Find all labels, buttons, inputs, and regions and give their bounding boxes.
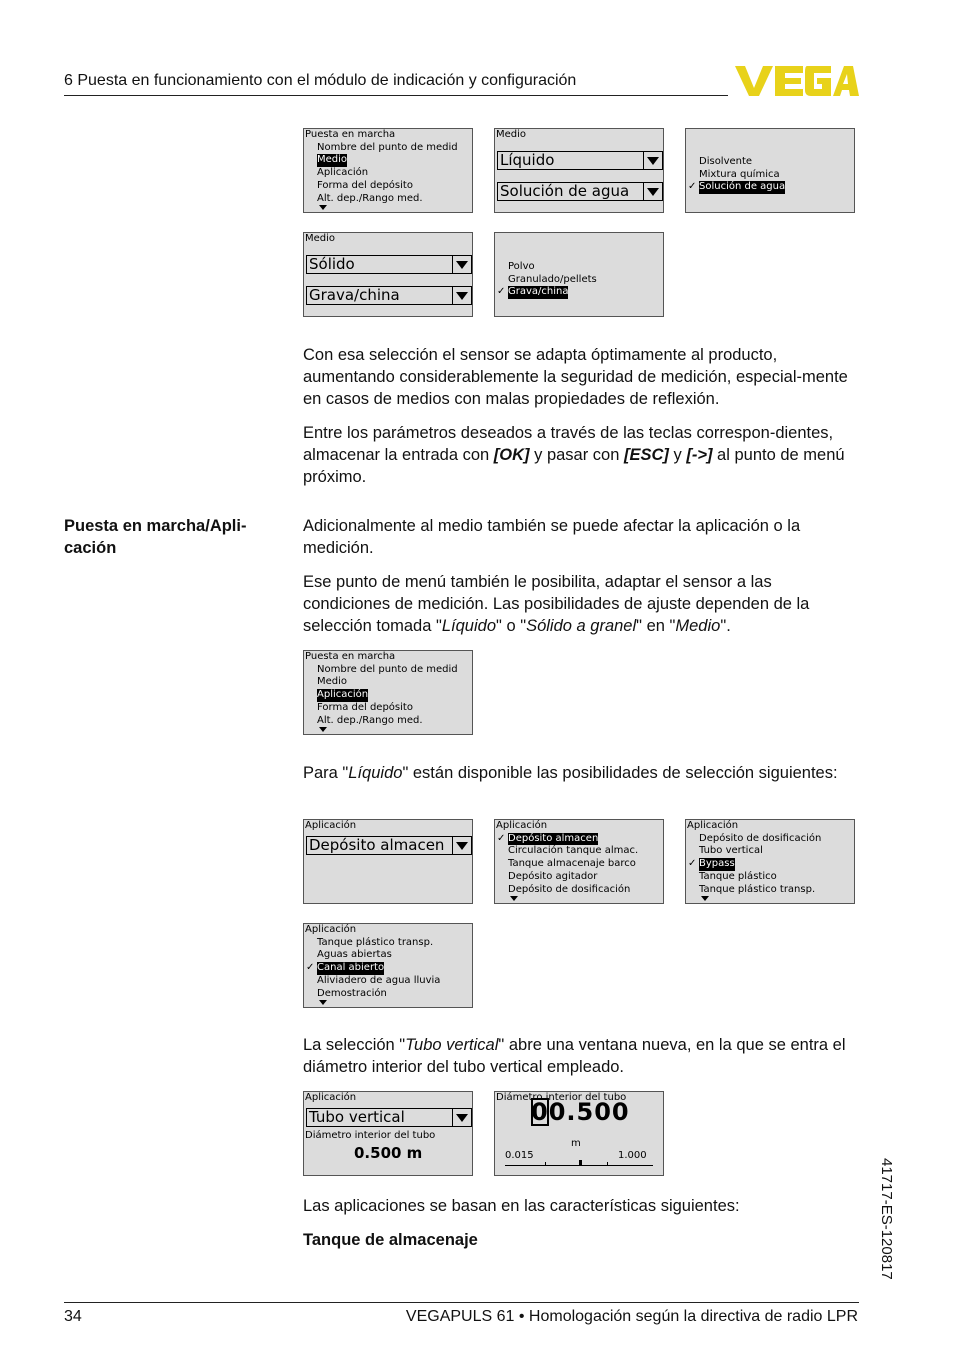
lcd-item-selected: Solución de agua <box>699 181 786 193</box>
text-run: y <box>668 446 687 464</box>
text-italic: Tubo vertical <box>405 1036 499 1054</box>
lcd-item-selected: Medio <box>317 154 348 166</box>
paragraph-5 <box>303 762 863 784</box>
lcd-title: Aplicación <box>687 820 739 831</box>
lcd-item: Forma del depósito <box>317 179 413 191</box>
lcd-title: Puesta en marcha <box>305 651 396 662</box>
lcd-item-selected: Bypass <box>699 858 735 870</box>
scroll-down-icon <box>319 1000 327 1005</box>
edit-cursor-digit: 0 <box>531 1098 549 1126</box>
key-esc: [ESC] <box>624 446 669 464</box>
lcd-dropdown-tipo <box>306 286 472 305</box>
lcd-item: Alt. dep./Rango med. <box>317 714 423 726</box>
dropdown-arrow-icon <box>452 837 471 854</box>
lcd-item: Nombre del punto de medid <box>317 663 458 675</box>
lcd-item: Polvo <box>508 261 535 272</box>
side-heading: Puesta en marcha/Apli-cación <box>64 517 247 557</box>
lcd-item-selected: Grava/china <box>508 286 569 298</box>
paragraph-1 <box>303 344 863 410</box>
lcd-item: Tanque plástico transp. <box>699 883 816 895</box>
lcd-medio-liquido <box>494 128 664 213</box>
lcd-item-selected: Aplicación <box>317 689 369 701</box>
lcd-title: Puesta en marcha <box>305 129 396 140</box>
paragraph-3 <box>303 515 863 559</box>
lcd-dropdown-tipo <box>497 182 663 201</box>
paragraph-text: Adicionalmente al medio también se puede afectar la aplicación o la medición. <box>303 517 801 557</box>
lcd-title: Aplicación <box>496 820 548 831</box>
text-run: " en " <box>636 617 676 635</box>
lcd-item: Nombre del punto de medid <box>317 141 458 153</box>
scroll-down-icon <box>319 205 327 210</box>
lcd-item: Tubo vertical <box>699 845 763 857</box>
text-run: " abre una ventana nueva, en la que se entra el diámetro interior del tubo vertical empleado. <box>303 1036 846 1076</box>
lcd-item: Aplicación <box>317 167 369 179</box>
lcd-scale-tick <box>545 1162 546 1165</box>
lcd-item: Demostración <box>317 987 387 999</box>
lcd-item: Aguas abiertas <box>317 949 392 961</box>
dropdown-value: Depósito almacen <box>309 836 445 854</box>
lcd-item-selected: Depósito almacen <box>508 832 599 844</box>
lcd-item-selected: Canal abierto <box>317 962 385 974</box>
checkmark-icon: ✓ <box>688 858 697 870</box>
paragraph-6 <box>303 1034 863 1078</box>
header-rule <box>64 95 728 96</box>
lcd-item: Depósito agitador <box>508 870 598 882</box>
text-run: " están disponible las posibilidades de selección siguientes: <box>402 764 838 782</box>
paragraph-text: Las aplicaciones se basan en las características siguientes: <box>303 1197 740 1215</box>
dropdown-value: Grava/china <box>309 286 400 304</box>
document-id: 41717-ES-120817 <box>878 1158 895 1280</box>
lcd-dropdown-aplicacion <box>306 836 472 855</box>
footer-title: VEGAPULS 61 • Homologación según la directiva de radio LPR <box>405 1308 858 1325</box>
lcd-aplicacion-dropdown <box>303 819 473 904</box>
text-run: Ese punto de menú también le posibilita, adaptar el sensor a las condiciones de medición. Las posibilidades de ajuste dependen de la selección tomada " <box>303 573 810 635</box>
text-italic: Sólido a granel <box>526 617 637 635</box>
dropdown-value: Sólido <box>309 255 355 273</box>
dropdown-value: Solución de agua <box>500 182 630 200</box>
text-run: " o " <box>496 617 527 635</box>
dropdown-value: Tubo vertical <box>309 1108 405 1126</box>
lcd-item: Aliviadero de agua lluvia <box>317 974 441 986</box>
text-run: al punto de menú próximo. <box>303 446 845 486</box>
text-run: y pasar con <box>529 446 624 464</box>
dropdown-arrow-icon <box>452 256 471 273</box>
lcd-scale-marker <box>579 1160 582 1166</box>
vega-logo <box>733 64 859 98</box>
lcd-sublabel: Diámetro interior del tubo <box>305 1130 436 1141</box>
lcd-value: 0.500 m <box>354 1144 423 1162</box>
lcd-item: Tanque almacenaje barco <box>508 858 636 870</box>
lcd-aplicacion-list-1 <box>494 819 664 904</box>
text-run: Para " <box>303 764 349 782</box>
page-number: 34 <box>64 1308 82 1325</box>
lcd-item: Mixtura química <box>699 168 780 180</box>
header-title: 6 Puesta en funcionamiento con el módulo de indicación y configuración <box>64 72 577 89</box>
lcd-dropdown-medio <box>497 151 663 170</box>
paragraph-7 <box>303 1195 863 1217</box>
lcd-tubo-vertical <box>303 1091 473 1176</box>
dropdown-arrow-icon <box>643 152 662 169</box>
lcd-aplicacion-list-3 <box>303 923 473 1008</box>
checkmark-icon: ✓ <box>306 962 315 974</box>
lcd-item: Alt. dep./Rango med. <box>317 192 423 204</box>
lcd-item: Circulación tanque almac. <box>508 845 639 857</box>
lcd-item: Medio <box>317 676 348 688</box>
key-arrow: [->] <box>686 446 713 464</box>
lcd-unit: m <box>571 1138 581 1149</box>
lcd-solido-opciones <box>494 232 664 317</box>
dropdown-arrow-icon <box>643 183 662 200</box>
lcd-dropdown-aplicacion <box>306 1108 472 1127</box>
lcd-edit-value <box>531 1098 630 1126</box>
lcd-item: Depósito de dosificación <box>699 832 822 844</box>
lcd-title: Aplicación <box>305 924 357 935</box>
checkmark-icon: ✓ <box>497 286 506 298</box>
text-run: La selección " <box>303 1036 406 1054</box>
lcd-title: Diámetro interior del tubo <box>496 1092 627 1103</box>
lcd-title: Medio <box>496 129 527 140</box>
footer-rule <box>64 1302 859 1303</box>
lcd-item: Depósito de dosificación <box>508 883 631 895</box>
lcd-dropdown-medio <box>306 255 472 274</box>
text-italic: Líquido <box>348 764 403 782</box>
paragraph-2 <box>303 422 863 488</box>
scroll-down-icon <box>701 896 709 901</box>
lcd-title: Aplicación <box>305 1092 357 1103</box>
lcd-title: Medio <box>305 233 336 244</box>
paragraph-text: Con esa selección el sensor se adapta óptimamente al producto, aumentando considerablemente la seguridad de medición, especial-mente en casos de medios con malas propiedades de reflexión. <box>303 346 848 408</box>
lcd-item: Forma del depósito <box>317 701 413 713</box>
text-run: ". <box>720 617 731 635</box>
lcd-item: Tanque plástico <box>699 870 777 882</box>
dropdown-arrow-icon <box>452 287 471 304</box>
subheading-text: Tanque de almacenaje <box>303 1231 478 1249</box>
lcd-item: Granulado/pellets <box>508 273 597 285</box>
checkmark-icon: ✓ <box>497 832 506 844</box>
lcd-max: 1.000 <box>618 1150 647 1161</box>
lcd-min: 0.015 <box>505 1150 534 1161</box>
lcd-title: Aplicación <box>305 820 357 831</box>
dropdown-arrow-icon <box>452 1109 471 1126</box>
lcd-item: Tanque plástico transp. <box>317 936 434 948</box>
lcd-puesta-en-marcha-aplicacion <box>303 650 473 735</box>
text-run: Entre los parámetros deseados a través de las teclas correspon-dientes, almacenar la entrada con <box>303 424 834 464</box>
lcd-scale-tick <box>607 1162 608 1165</box>
lcd-puesta-en-marcha-medio <box>303 128 473 213</box>
lcd-item: Disolvente <box>699 156 753 167</box>
edit-value-rest: 0.500 <box>548 1098 630 1126</box>
paragraph-4 <box>303 571 863 637</box>
lcd-medio-solido <box>303 232 473 317</box>
subheading-tanque <box>303 1229 863 1251</box>
text-italic: Líquido <box>441 617 496 635</box>
checkmark-icon: ✓ <box>688 181 697 193</box>
lcd-liquido-opciones <box>685 128 855 213</box>
lcd-aplicacion-list-2 <box>685 819 855 904</box>
scroll-down-icon <box>510 896 518 901</box>
lcd-diametro-editor <box>494 1091 664 1176</box>
dropdown-value: Líquido <box>500 151 555 169</box>
scroll-down-icon <box>319 727 327 732</box>
key-ok: [OK] <box>493 446 530 464</box>
text-italic: Medio <box>675 617 721 635</box>
